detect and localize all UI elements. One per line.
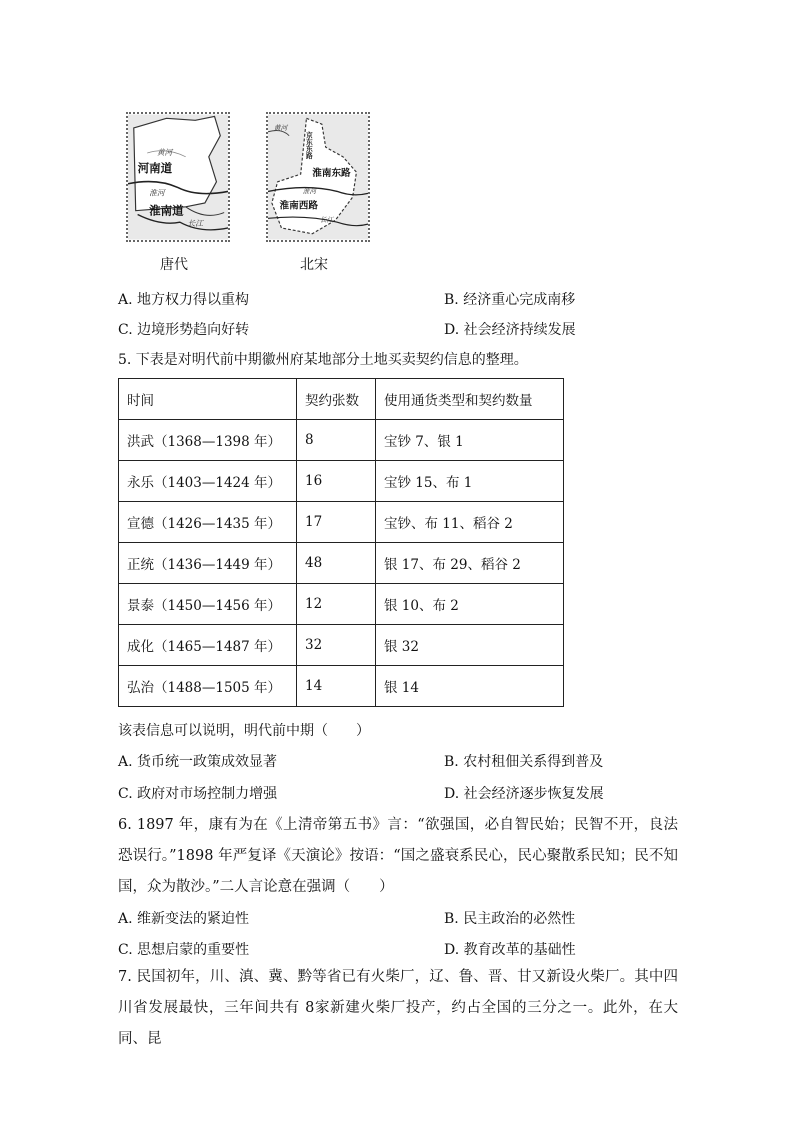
q5-question: 该表信息可以说明，明代前中期（ ） bbox=[118, 723, 370, 739]
q5-table bbox=[118, 378, 564, 707]
table-cell: 成化（1465—1487 年） bbox=[119, 625, 297, 666]
table-cell: 8 bbox=[297, 420, 376, 461]
table-cell: 宝钞 15、布 1 bbox=[376, 461, 564, 502]
song-label-yellow-river: 黄河 bbox=[273, 123, 288, 132]
song-map-drawing bbox=[268, 114, 368, 240]
table-cell: 永乐（1403—1424 年） bbox=[119, 461, 297, 502]
table-header-row bbox=[119, 379, 564, 420]
q6-stem: 6. 1897 年，康有为在《上清帝第五书》言：“欲强国，必自智民始；民智不开，良法恐误行。”1898 年严复译《天演论》按语：“国之盛衰系民心，民心聚散系民知；民不知国，众为散沙。”二人言论意在强调（ ） bbox=[118, 817, 678, 895]
song-map bbox=[266, 112, 370, 242]
table-cell: 12 bbox=[297, 584, 376, 625]
table-cell: 银 10、布 2 bbox=[376, 584, 564, 625]
tang-map bbox=[126, 112, 230, 242]
q4-option-d[interactable]: D. 社会经济持续发展 bbox=[444, 322, 576, 338]
q6-option-d[interactable]: D. 教育改革的基础性 bbox=[444, 942, 576, 958]
q5-option-c[interactable]: C. 政府对市场控制力增强 bbox=[118, 786, 278, 802]
table-row bbox=[119, 625, 564, 666]
q5-option-b[interactable]: B. 农村租佃关系得到普及 bbox=[444, 754, 604, 770]
table-cell: 14 bbox=[297, 666, 376, 707]
table-row bbox=[119, 666, 564, 707]
table-cell: 弘治（1488—1505 年） bbox=[119, 666, 297, 707]
table-cell: 17 bbox=[297, 502, 376, 543]
table-row bbox=[119, 543, 564, 584]
q4-option-c[interactable]: C. 边境形势趋向好转 bbox=[118, 322, 250, 338]
tang-label-huai-river: 淮河 bbox=[149, 188, 165, 198]
q5-stem: 5. 下表是对明代前中期徽州府某地部分土地买卖契约信息的整理。 bbox=[118, 352, 528, 368]
table-cell: 银 14 bbox=[376, 666, 564, 707]
q6-option-a[interactable]: A. 维新变法的紧迫性 bbox=[118, 911, 250, 927]
table-cell: 宝钞 7、银 1 bbox=[376, 420, 564, 461]
table-row bbox=[119, 420, 564, 461]
tang-label-henan: 河南道 bbox=[137, 161, 173, 176]
table-cell: 宝钞、布 11、稻谷 2 bbox=[376, 502, 564, 543]
tang-label-huainan: 淮南道 bbox=[149, 203, 184, 218]
q4-option-b[interactable]: B. 经济重心完成南移 bbox=[444, 292, 576, 308]
song-label-yangtze: 长江 bbox=[319, 216, 334, 225]
table-header-cell: 时间 bbox=[119, 379, 297, 420]
q5-option-d[interactable]: D. 社会经济逐步恢复发展 bbox=[444, 786, 604, 802]
tang-label-yangtze: 长江 bbox=[187, 219, 204, 229]
table-cell: 洪武（1368—1398 年） bbox=[119, 420, 297, 461]
q5-option-a[interactable]: A. 货币统一政策成效显著 bbox=[118, 754, 278, 770]
table-row bbox=[119, 584, 564, 625]
table-cell: 宣德（1426—1435 年） bbox=[119, 502, 297, 543]
table-header-cell: 契约张数 bbox=[297, 379, 376, 420]
table-cell: 32 bbox=[297, 625, 376, 666]
table-cell: 景泰（1450—1456 年） bbox=[119, 584, 297, 625]
table-row bbox=[119, 502, 564, 543]
song-label-jingdong: 京东东路 bbox=[304, 131, 313, 159]
table-cell: 银 17、布 29、稻谷 2 bbox=[376, 543, 564, 584]
q6-option-c[interactable]: C. 思想启蒙的重要性 bbox=[118, 942, 250, 958]
tang-label-yellow-river: 黄河 bbox=[156, 147, 173, 157]
song-label-huai-river: 淮河 bbox=[302, 187, 317, 196]
tang-map-caption: 唐代 bbox=[160, 257, 188, 273]
song-label-huainan-west: 淮南西路 bbox=[279, 200, 318, 212]
table-cell: 银 32 bbox=[376, 625, 564, 666]
song-map-caption: 北宋 bbox=[300, 257, 328, 273]
table-cell: 正统（1436—1449 年） bbox=[119, 543, 297, 584]
q7-stem: 7. 民国初年，川、滇、冀、黔等省已有火柴厂，辽、鲁、晋、甘又新设火柴厂。其中四川省发展最快，三年间共有 8家新建火柴厂投产，约占全国的三分之一。此外，在大同、昆 bbox=[118, 969, 678, 1047]
q6-option-b[interactable]: B. 民主政治的必然性 bbox=[444, 911, 576, 927]
table-cell: 48 bbox=[297, 543, 376, 584]
q4-option-a[interactable]: A. 地方权力得以重构 bbox=[118, 292, 250, 308]
song-label-huainan-east: 淮南东路 bbox=[312, 168, 351, 180]
table-cell: 16 bbox=[297, 461, 376, 502]
table-header-cell: 使用通货类型和契约数量 bbox=[376, 379, 564, 420]
table-row bbox=[119, 461, 564, 502]
tang-map-drawing bbox=[128, 114, 228, 240]
